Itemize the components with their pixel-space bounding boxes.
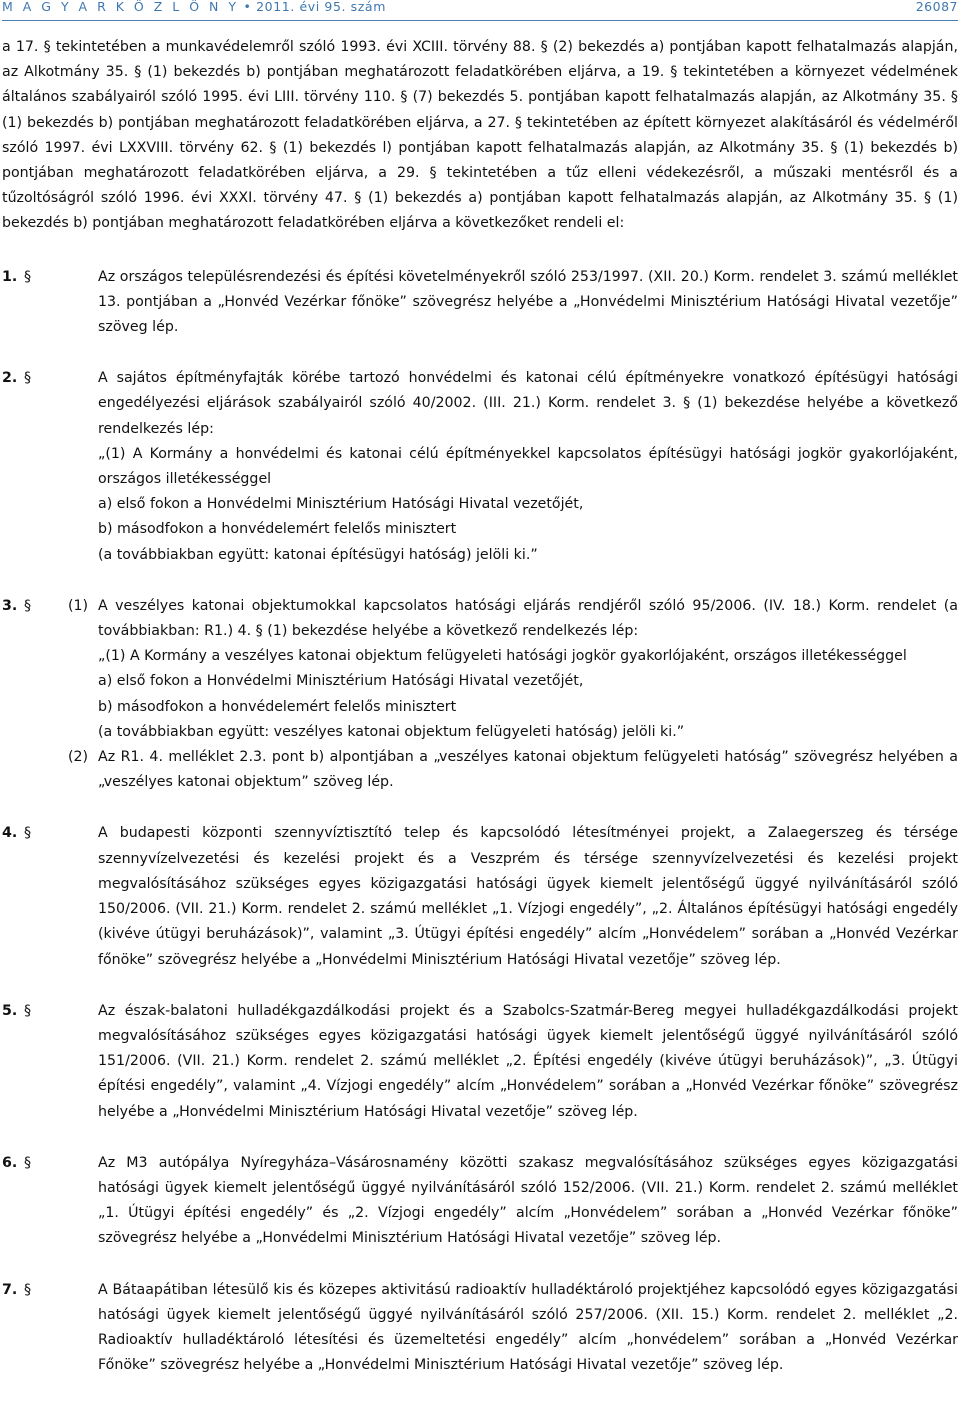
section-7 [2,1278,958,1379]
quoted-provision: „(1) A Kormány a honvédelmi és katonai célú építményekkel kapcsolatos építésügyi hatósági jogkör gyakorlójaként, országos illetékességgel [98,445,958,488]
preamble-paragraph: a 17. § tekintetében a munkavédelemről szóló 1993. évi XCIII. törvény 88. § (2) bekezdés a) pontjában kapott felhatalmazás alapján, az Alkotmány 35. § (1) bekezdés b) pontjában meghatározott feladatkörében eljárva, a 19. § tekintetében a környezet védelmének általános szabályairól szóló 1995. évi LIII. törvény 110. § (7) bekezdés 5. pontjában kapott felhatalmazás alapján, az Alkotmány 35. § (1) bekezdés b) pontjában meghatározott feladatkörében eljárva, a 27. § tekintetében az épített környezet alakításáról és védelméről szóló 1997. évi LXXVIII. törvény 62. § (1) bekezdés l) pontjában kapott felhatalmazás alapján, az Alkotmány 35. § (1) bekezdés b) pontjában meghatározott feladatkörében eljárva, a 29. § tekintetében a tűz elleni védekezésről, a műszaki mentésről és a tűzoltóságról szóló 1996. évi XXXI. törvény 47. § (1) bekezdés a) pontjában kapott felhatalmazás alapján, az Alkotmány 35. § (1) bekezdés b) pontjában meghatározott feladatkörében eljárva a következőket rendeli el: [2,39,958,232]
quoted-provision-line: a) első fokon a Honvédelmi Minisztérium Hatósági Hivatal vezetőjét, [98,673,584,690]
section-sign: § [24,1281,32,1298]
section-number: 3. [2,597,18,614]
section-text: A sajátos építményfajták körébe tartozó honvédelmi és katonai célú építményekre vonatkozó építésügyi hatósági engedélyezési eljárások szabályairól szóló 40/2002. (III. 21.) Korm. rendelet 3. § (1) bekezdése helyébe a következő rendelkezés lép: [98,370,958,437]
section-sign: § [24,1154,32,1171]
header-bullet: • [243,0,252,14]
section-2 [2,366,958,568]
issue-label: 2011. évi 95. szám [256,0,386,14]
section-text: Az országos településrendezési és építési követelményekről szóló 253/1997. (XII. 20.) Korm. rendelet 3. számú melléklet 13. pontjában a „Honvéd Vezérkar főnöke” szövegrész helyébe a „Honvédelmi Minisztérium Hatósági Hivatal vezetője” szöveg lép. [98,268,958,336]
subsection-2 [68,745,958,795]
quoted-provision-line: b) másodfokon a honvédelemért felelős minisztert [98,698,457,715]
section-sign: § [24,268,32,285]
section-number: 1. [2,268,18,285]
section-5 [2,999,958,1125]
journal-title: M A G Y A R K Ö Z L Ö N Y [2,0,239,14]
page-number: 26087 [915,0,958,14]
subsection-text: Az R1. 4. melléklet 2.3. pont b) alpontjában a „veszélyes katonai objektum felügyeleti hatóság” szövegrész helyében a „veszélyes katonai objektum” szöveg lép. [98,749,958,791]
section-text: Az észak-balatoni hulladékgazdálkodási projekt és a Szabolcs-Szatmár-Bereg megyei hulladékgazdálkodási projekt megvalósításához szükséges egyes közigazgatási hatósági ügyek kiemelt jelentőségű üggyé nyilvánításáról szóló 151/2006. (VII. 21.) Korm. rendelet 2. számú melléklet „2. Építési engedély (kivéve útügyi beruházások)”, „3. Útügyi építési engedély”, valamint „4. Vízjogi engedély” alcím „Honvédelem” sorában a „Honvéd Vezérkar főnöke” szövegrész helyébe a „Honvédelmi Minisztérium Hatósági Hivatal vezetője” szöveg lép. [98,1002,958,1120]
quoted-provision-line: a) első fokon a Honvédelmi Minisztérium Hatósági Hivatal vezetőjét, [98,496,584,513]
section-text: A budapesti központi szennyvíztisztító telep és kapcsolódó létesítményei projekt, a Zalaegerszeg és térsége szennyvízelvezetési és kezelési projekt és a Veszprém és térsége szennyvízelvezetési és kezelési projekt megvalósításához szükséges egyes közigazgatási hatósági ügyek kiemelt jelentőségű üggyé nyilvánításáról szóló 150/2006. (VII. 21.) Korm. rendelet 2. számú melléklet „1. Vízjogi engedély”, „2. Általános építésügyi hatósági engedély (kivéve útügyi beruházások)”, valamint „3. Útügyi építési engedély” alcím „Honvédelem” sorában a „Honvéd Vezérkar főnöke” szövegrész helyébe a „Honvédelmi Minisztérium Hatósági Hivatal vezetője” szöveg lép. [98,825,958,968]
section-text: A Bátaapátiban létesülő kis és közepes aktivitású radioaktív hulladéktároló projektjéhez kapcsolódó egyes közigazgatási hatósági ügyek kiemelt jelentőségű üggyé nyilvánításáról szóló 257/2006. (XII. 15.) Korm. rendelet 2. melléklet „2. Radioaktív hulladéktároló létesítési és üzemeltetési engedély” alcím „honvédelem” sorában a „Honvéd Vezérkar Főnöke” szövegrész helyébe a „Honvédelmi Minisztérium Hatósági Hivatal vezetője” szöveg lép. [98,1281,958,1374]
section-sign: § [24,597,32,614]
section-number: 7. [2,1281,18,1298]
quoted-provision-line: (a továbbiakban együtt: veszélyes katonai objektum felügyeleti hatóság) jelöli ki.” [98,723,685,740]
quoted-provision-line: b) másodfokon a honvédelemért felelős minisztert [98,521,457,538]
subsection-number: (1) [68,597,89,614]
section-4 [2,821,958,972]
section-number: 5. [2,1002,18,1019]
quoted-provision-line: (a továbbiakban együtt: katonai építésügyi hatóság) jelöli ki.” [98,546,538,563]
section-3 [2,594,958,796]
quoted-provision: „(1) A Kormány a veszélyes katonai objektum felügyeleti hatósági jogkör gyakorlójaként, országos illetékességgel [98,648,907,665]
section-6 [2,1151,958,1252]
section-number: 6. [2,1154,18,1171]
section-number: 2. [2,370,18,387]
section-1 [2,265,958,341]
page-header [2,0,958,21]
section-number: 4. [2,825,18,842]
subsection-1 [68,594,958,745]
section-sign: § [24,370,32,387]
section-sign: § [24,825,32,842]
subsection-text: A veszélyes katonai objektumokkal kapcsolatos hatósági eljárás rendjéről szóló 95/2006. (IV. 18.) Korm. rendelet (a továbbiakban: R1.) 4. § (1) bekezdése helyébe a következő rendelkezés lép: [98,597,958,640]
document-body [2,35,958,1404]
subsection-number: (2) [68,749,89,766]
section-sign: § [24,1002,32,1019]
section-text: Az M3 autópálya Nyíregyháza–Vásárosnamény közötti szakasz megvalósításához szükséges egyes közigazgatási hatósági ügyek kiemelt jelentőségű üggyé nyilvánításáról szóló 152/2006. (VII. 21.) Korm. rendelet 2. számú melléklet „1. Útügyi építési engedély” és „2. Vízjogi engedély” alcím „Honvédelem” sorában a „Honvéd Vezérkar főnöke” szövegrész helyébe a „Honvédelmi Minisztérium Hatósági Hivatal vezetője” szöveg lép. [98,1154,958,1247]
